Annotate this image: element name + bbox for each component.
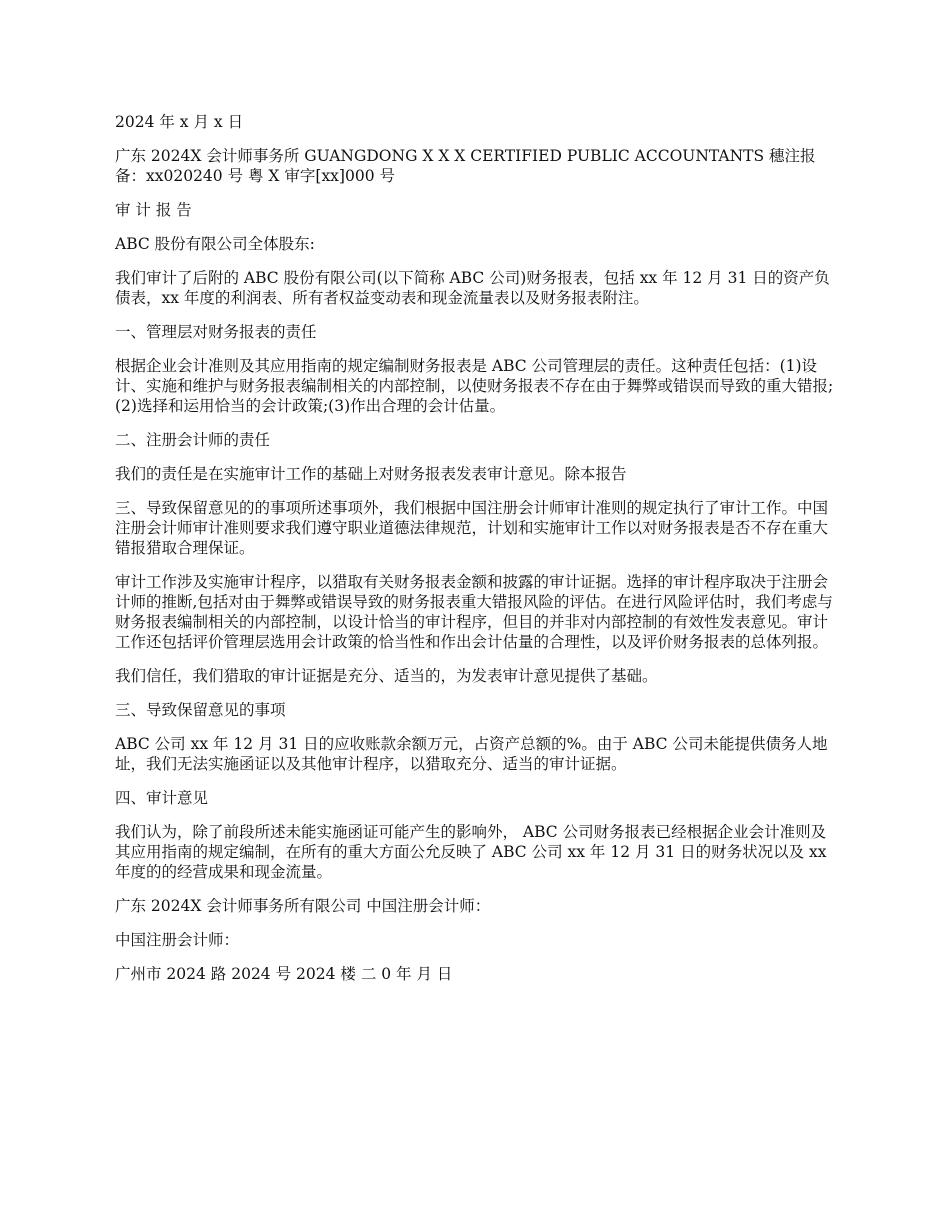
auditor-responsibility-paragraph: 我们的责任是在实施审计工作的基础上对财务报表发表审计意见。除本报告: [115, 465, 627, 483]
section-heading-auditor: 二、注册会计师的责任: [115, 431, 271, 449]
signature-firm: 广东 2024X 会计师事务所有限公司 中国注册会计师：: [115, 897, 491, 915]
opinion-paragraph: 我们认为，除了前段所述未能实施函证可能产生的影响外， ABC 公司财务报表已经根据企业会计准则及其应用指南的规定编制，在所有的重大方面公允反映了 ABC 公司 xx 年 12 月 31 日的财务状况以及 xx 年度的的经营成果和现金流量。: [115, 823, 832, 881]
section-heading-qualification: 三、导致保留意见的事项: [115, 701, 286, 719]
intro-paragraph: 我们审计了后附的 ABC 股份有限公司(以下简称 ABC 公司)财务报表，包括 xx 年 12 月 31 日的资产负债表，xx 年度的利润表、所有者权益变动表和现金流量表以及财务报表附注。: [115, 269, 830, 307]
addressee: ABC 股份有限公司全体股东:: [115, 235, 315, 253]
document-page: [115, 112, 837, 998]
qualification-paragraph: ABC 公司 xx 年 12 月 31 日的应收账款余额万元，占资产总额的%。由于 ABC 公司未能提供债务人地址，我们无法实施函证以及其他审计程序，以猎取充分、适当的审计证据。: [115, 735, 828, 773]
report-date: 2024 年 x 月 x 日: [115, 113, 244, 131]
audit-work-paragraph: 三、导致保留意见的的事项所述事项外，我们根据中国注册会计师审计准则的规定执行了审计工作。中国注册会计师审计准则要求我们遵守职业道德法律规范，计划和实施审计工作以对财务报表是否不存在重大错报猎取合理保证。: [115, 499, 829, 557]
audit-evidence-paragraph: 我们信任，我们猎取的审计证据是充分、适当的，为发表审计意见提供了基础。: [115, 667, 658, 685]
section-heading-opinion: 四、审计意见: [115, 789, 209, 807]
signature-address-date: 广州市 2024 路 2024 号 2024 楼 二 0 年 月 日: [115, 965, 453, 983]
report-title: 审 计 报 告: [115, 201, 192, 219]
audit-procedures-paragraph: 审计工作涉及实施审计程序，以猎取有关财务报表金额和披露的审计证据。选择的审计程序取决于注册会计师的推断,包括对由于舞弊或错误导致的财务报表重大错报风险的评估。在进行风险评估时，我们考虑与财务报表编制相关的内部控制，以设计恰当的审计程序，但目的并非对内部控制的有效性发表意见。审计工作还包括评价管理层选用会计政策的恰当性和作出会计估量的合理性，以及评价财务报表的总体列报。: [115, 573, 833, 651]
section-heading-management: 一、管理层对财务报表的责任: [115, 323, 317, 341]
firm-header: 广东 2024X 会计师事务所 GUANGDONG X X X CERTIFIED PUBLIC ACCOUNTANTS 穗注报备：xx020240 号 粤 X 审字[xx]000 号: [115, 147, 816, 185]
signature-cpa: 中国注册会计师：: [115, 931, 240, 949]
management-responsibility-paragraph: 根据企业会计准则及其应用指南的规定编制财务报表是 ABC 公司管理层的责任。这种责任包括：(1)设计、实施和维护与财务报表编制相关的内部控制，以使财务报表不存在由于舞弊或错误而导致的重大错报;(2)选择和运用恰当的会计政策;(3)作出合理的会计估量。: [115, 357, 834, 415]
